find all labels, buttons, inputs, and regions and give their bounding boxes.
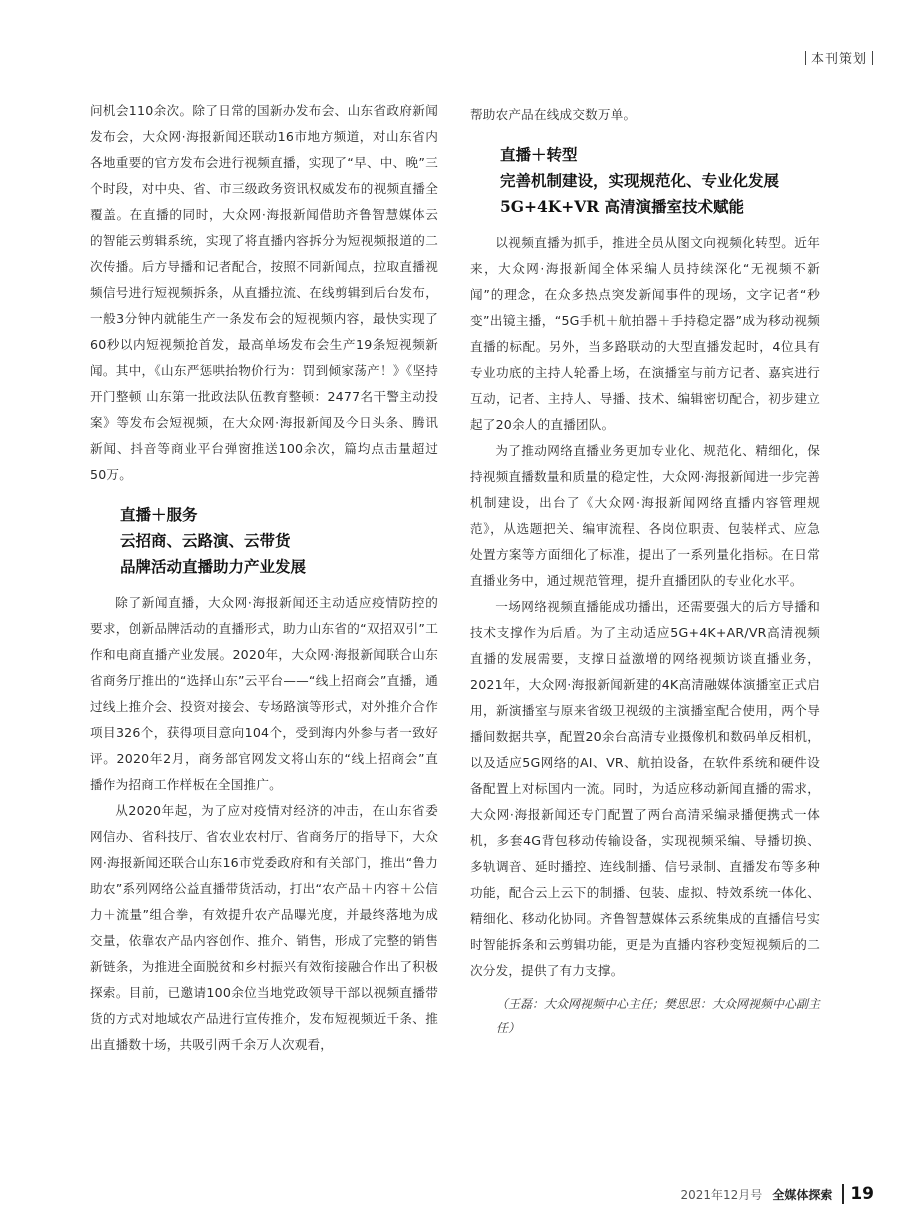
- page-number: 19: [850, 1184, 874, 1204]
- section-heading-line: 云招商、云路演、云带货: [120, 531, 291, 550]
- issue-date: 2021年12月号: [680, 1187, 763, 1202]
- paragraph-0: 帮助农产品在线成交数万单。: [470, 107, 637, 122]
- section-heading-line: 品牌活动直播助力产业发展: [120, 557, 307, 576]
- section-heading-line: 直播＋服务: [120, 505, 198, 524]
- section-heading-line: 完善机制建设，实现规范化、专业化发展: [500, 171, 780, 190]
- section-heading-line: 直播＋转型: [500, 145, 578, 164]
- paragraph-6: 一场网络视频直播能成功播出，还需要强大的后方导播和技术支撑作为后盾。为了主动适应5G+4K+AR/VR高清视频直播的发展需要，支撑日益激增的网络视频访谈直播业务，2021年，大众网·海报新闻新建的4K高清融媒体演播室正式启用，新演播室与原来省级卫视级的主演播室配合使用，两个导播间数据共享，配置20余台高清专业摄像机和数码单反相机，以及适应5G网络的AI、VR、航拍设备，在软件系统和硬件设备配置上对标国内一流。同时，为适应移动新闻直播的需求，大众网·海报新闻还专门配置了两台高清采编录播便携式一体机，多套4G背包移动传输设备，实现视频采编、导播切换、多轨调音、延时播控、连线制播、信号录制、直播发布等多种功能，配合云上云下的制播、包装、虚拟、特效系统一体化、精细化、移动化协同。齐鲁智慧媒体云系统集成的直播信号实时智能拆条和云剪辑功能，更是为直播内容秒变短视频后的二次分发，提供了有力支撑。: [470, 599, 820, 978]
- header-divider: [872, 51, 873, 65]
- right-column: [470, 102, 820, 1040]
- paragraph-4: 以视频直播为抓手，推进全员从图文向视频化转型。近年来，大众网·海报新闻全体采编人员持续深化“无视频不新闻”的理念，在众多热点突发新闻事件的现场，文字记者“秒变”出镜主播，“5G手机＋航拍器＋手持稳定器”成为移动视频直播的标配。另外，当多路联动的大型直播发起时，4位具有专业功底的主持人轮番上场，在演播室与前方记者、嘉宾进行互动，记者、主持人、导播、技术、编辑密切配合，初步建立起了20余人的直播团队。: [470, 235, 820, 432]
- paragraph-2: 除了新闻直播，大众网·海报新闻还主动适应疫情防控的要求，创新品牌活动的直播形式，助力山东省的“双招双引”工作和电商直播产业发展。2020年，大众网·海报新闻联合山东省商务厅推出的“选择山东”云平台——“线上招商会”直播，通过线上推介会、投资对接会、专场路演等形式，对外推介合作项目326个，获得项目意向104个，受到海内外参与者一致好评。2020年2月，商务部官网发文将山东的“线上招商会”直播作为招商工作样板在全国推广。: [90, 595, 438, 792]
- footer-divider: [842, 1184, 844, 1204]
- paragraph-3: 从2020年起，为了应对疫情对经济的冲击，在山东省委网信办、省科技厅、省农业农村厅、省商务厅的指导下，大众网·海报新闻还联合山东16市党委政府和有关部门，推出“鲁力助农”系列网络公益直播带货活动，打出“农产品＋内容＋公信力＋流量”组合拳，有效提升农产品曝光度，并最终落地为成交量，依靠农产品内容创作、推介、销售，形成了完整的销售新链条，为推进全面脱贫和乡村振兴有效衔接融合作出了积极探索。目前，已邀请100余位当地党政领导干部以视频直播带货的方式对地域农产品进行宣传推介，发布短视频近千条、推出直播数十场，共吸引两千余万人次观看，: [90, 803, 438, 1052]
- magazine-name: 全媒体探索: [772, 1187, 833, 1202]
- paragraph-5: 为了推动网络直播业务更加专业化、规范化、精细化，保持视频直播数量和质量的稳定性，大众网·海报新闻进一步完善机制建设，出台了《大众网·海报新闻网络直播内容管理规范》，从选题把关、编审流程、各岗位职责、包装样式、应急处置方案等方面细化了标准，提出了一系列量化指标。在日常直播业务中，通过规范管理，提升直播团队的专业化水平。: [470, 443, 820, 588]
- header-divider: [805, 51, 806, 65]
- paragraph-1: 问机会110余次。除了日常的国新办发布会、山东省政府新闻发布会，大众网·海报新闻还联动16市地方频道，对山东省内各地重要的官方发布会进行视频直播，实现了“早、中、晚”三个时段，对中央、省、市三级政务资讯权威发布的视频直播全覆盖。在直播的同时，大众网·海报新闻借助齐鲁智慧媒体云的智能云剪辑系统，实现了将直播内容拆分为短视频报道的二次传播。后方导播和记者配合，按照不同新闻点，拉取直播视频信号进行短视频拆条，从直播拉流、在线剪辑到后台发布，一般3分钟内就能生产一条发布会的短视频内容，最快实现了60秒以内短视频抢首发，最高单场发布会生产19条短视频新闻。其中，《山东严惩哄抬物价行为：罚到倾家荡产！》《坚持开门整顿 山东第一批政法队伍教育整顿：2477名干警主动投案》等发布会短视频，在大众网·海报新闻及今日头条、腾讯新闻、抖音等商业平台弹窗推送100余次，篇均点击量超过50万。: [90, 103, 438, 482]
- section-heading-service: [90, 502, 438, 580]
- section-label: 本刊策划: [810, 52, 867, 67]
- section-header: [800, 48, 878, 67]
- author-note: （王磊：大众网视频中心主任；樊思思：大众网视频中心副主任）: [496, 997, 821, 1035]
- section-heading-line: 5G+4K+VR 高清演播室技术赋能: [500, 197, 745, 216]
- page-footer: [681, 1184, 875, 1204]
- left-column: [90, 98, 438, 1058]
- section-heading-transform: [470, 142, 820, 220]
